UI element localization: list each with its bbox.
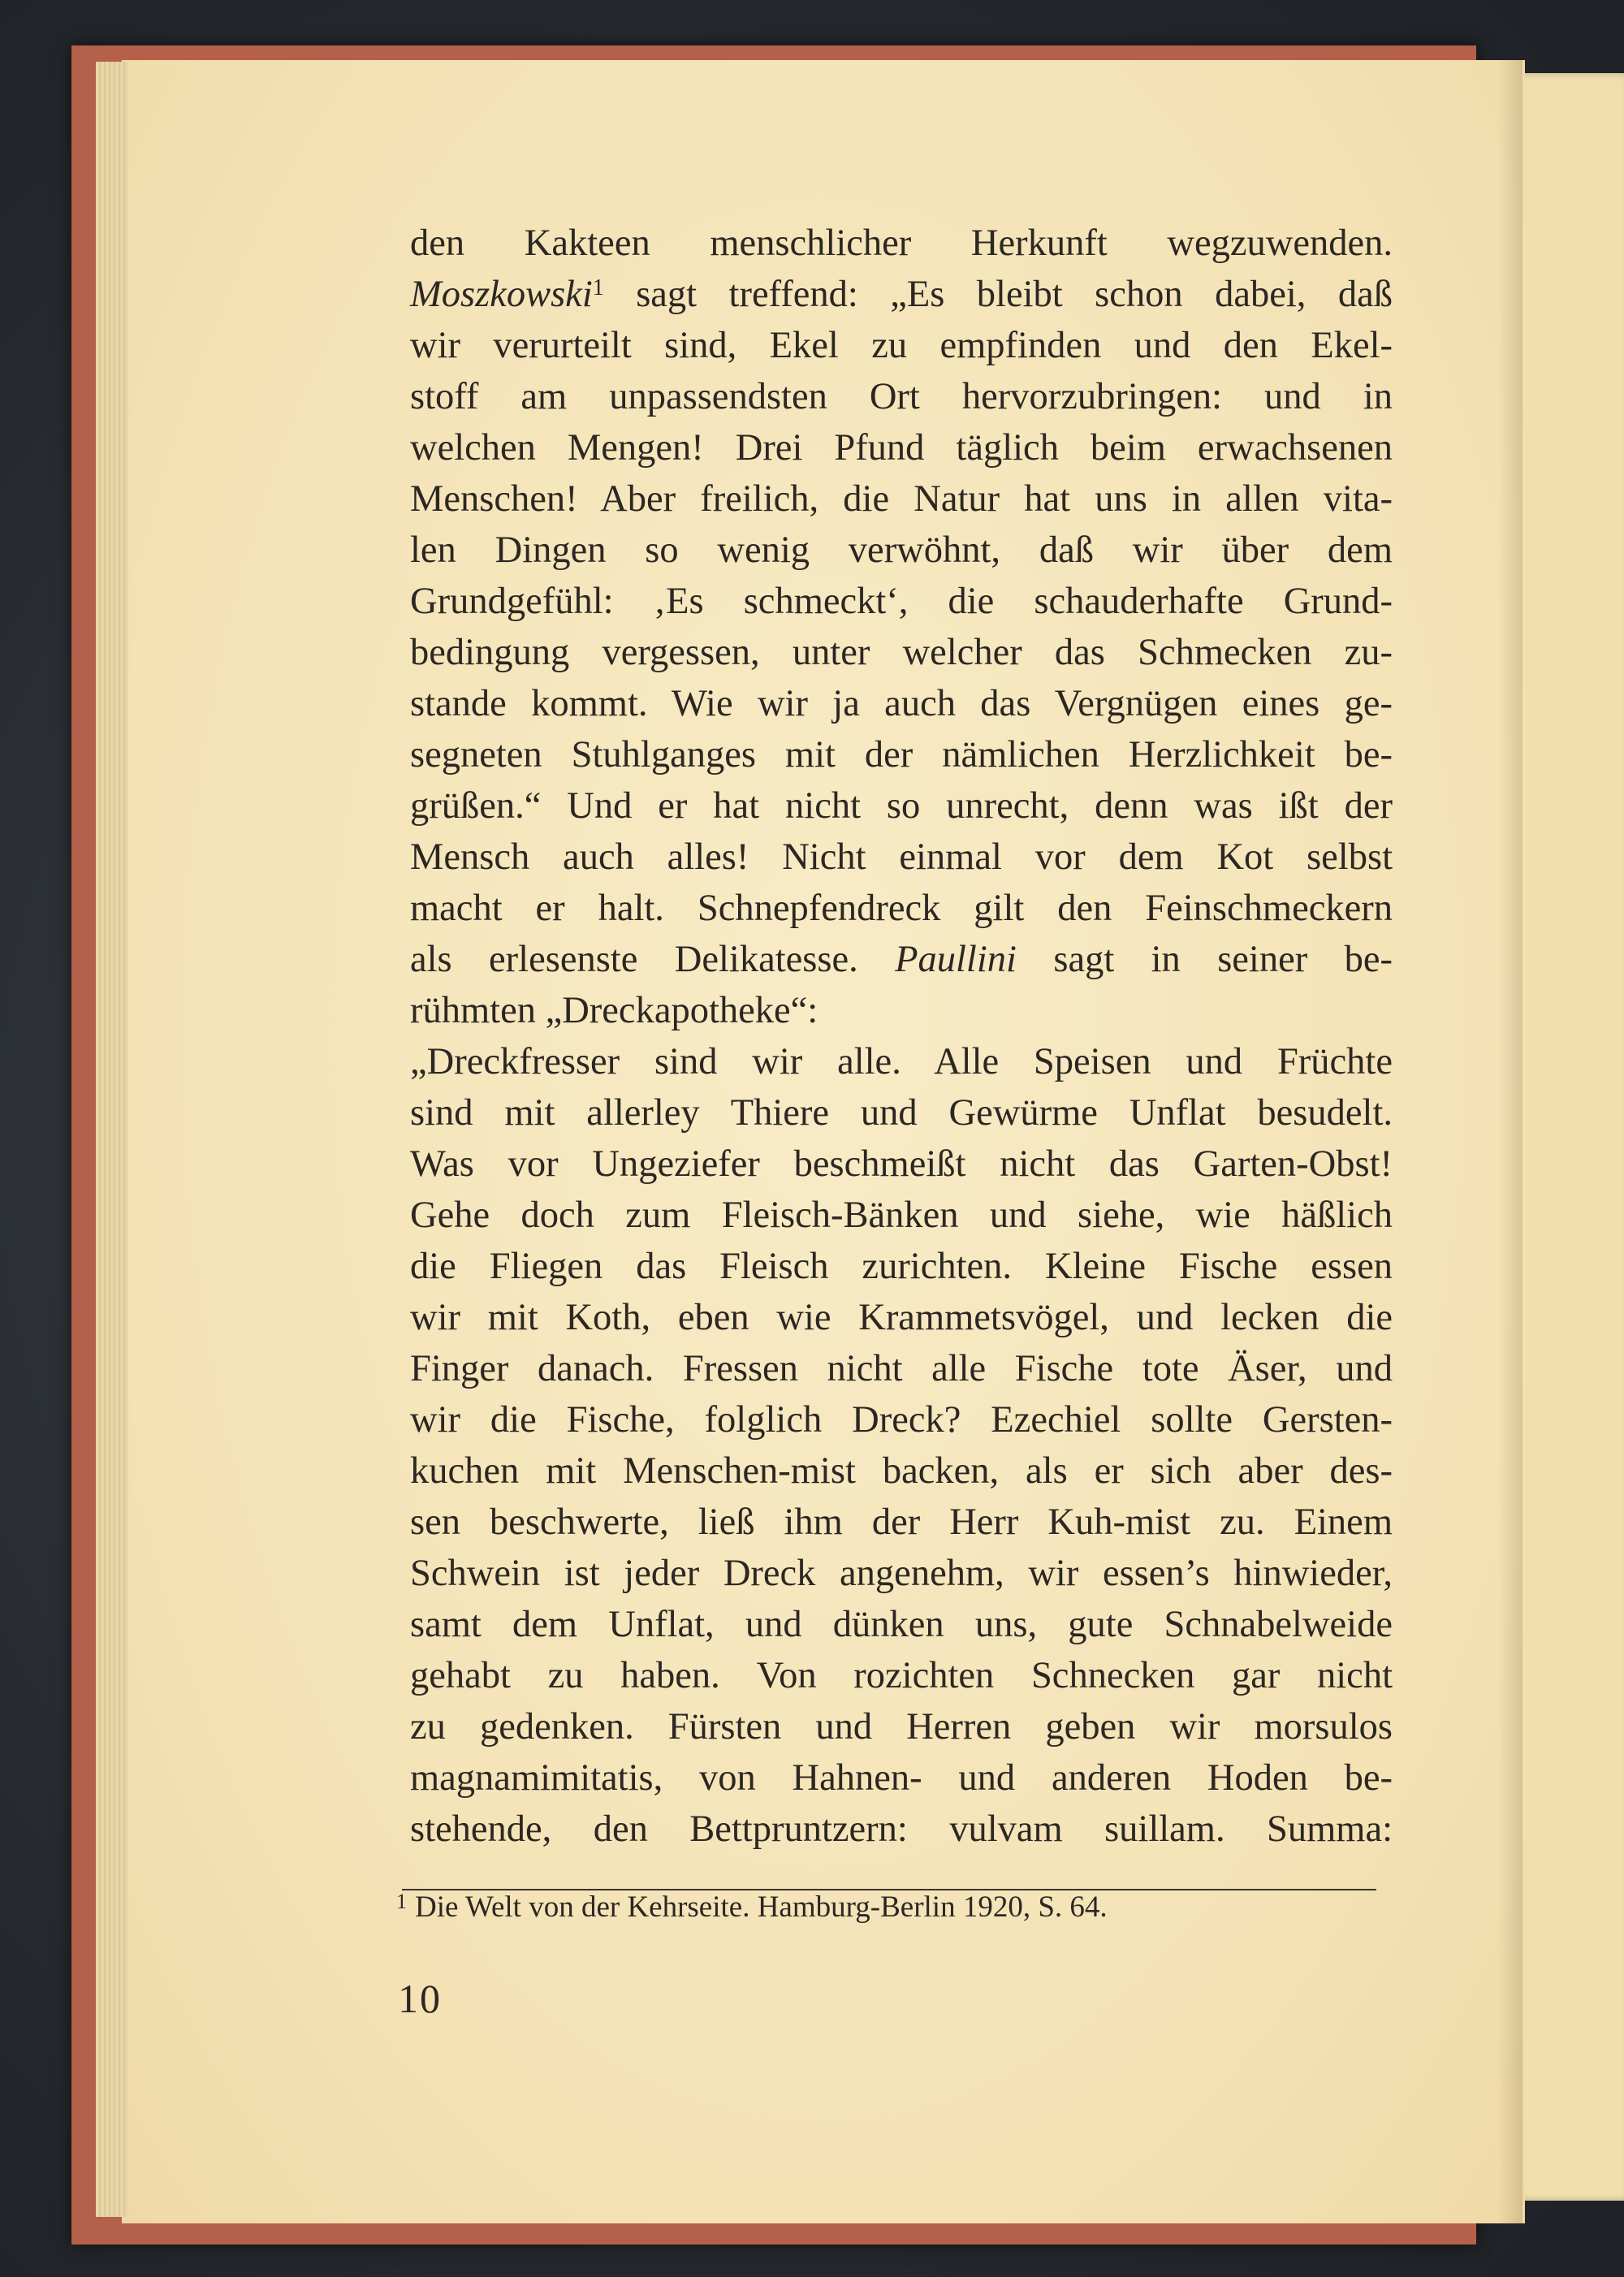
text-line: den Kakteen menschlicher Herkunft wegzuwenden. bbox=[410, 223, 1393, 264]
text-line: welchen Mengen! Drei Pfund täglich beim erwachsenen bbox=[410, 427, 1393, 469]
text-line: bedingung vergessen, unter welcher das Schmecken zu- bbox=[410, 632, 1393, 673]
text-line: grüßen.“ Und er hat nicht so unrecht, denn was ißt der bbox=[410, 785, 1393, 827]
page-gutter-shadow bbox=[1498, 60, 1522, 2223]
footnote-text: Die Welt von der Kehrseite. Hamburg-Berlin 1920, S. 64. bbox=[415, 1890, 1108, 1924]
text-line: magnamimitatis, von Hahnen- und anderen Hoden be- bbox=[410, 1757, 1393, 1799]
text-line: sind mit allerley Thiere und Gewürme Unflat besudelt. bbox=[410, 1092, 1393, 1134]
text-line: stande kommt. Wie wir ja auch das Vergnügen eines ge- bbox=[410, 683, 1393, 724]
text-line: samt dem Unflat, und dünken uns, gute Schnabelweide bbox=[410, 1604, 1393, 1645]
text-line: als erlesenste Delikatesse. Paullini sagt in seiner be- bbox=[410, 939, 1393, 980]
text-line: segneten Stuhlganges mit der nämlichen Herzlichkeit be- bbox=[410, 734, 1393, 776]
footnote bbox=[396, 1887, 1387, 1930]
text-line: gehabt zu haben. Von rozichten Schnecken gar nicht bbox=[410, 1655, 1393, 1696]
text-line: wir die Fische, folglich Dreck? Ezechiel sollte Gersten- bbox=[410, 1399, 1393, 1441]
text-line: Mensch auch alles! Nicht einmal vor dem Kot selbst bbox=[410, 836, 1393, 878]
text-line: rühmten „Dreckapotheke“: bbox=[410, 990, 818, 1031]
text-line: Gehe doch zum Fleisch-Bänken und siehe, wie häßlich bbox=[410, 1195, 1393, 1236]
body-text bbox=[410, 218, 1393, 1855]
text-line: Menschen! Aber freilich, die Natur hat uns in allen vita- bbox=[410, 478, 1393, 520]
footnote-reference: 1 bbox=[592, 275, 604, 300]
text-line: Moszkowski$^1$ sagt treffend: „Es bleibt schon dabei, daß bbox=[410, 274, 1393, 315]
text-line: zu gedenken. Fürsten und Herren geben wir morsulos bbox=[410, 1706, 1393, 1748]
text-line: macht er halt. Schnepfendreck gilt den Feinschmeckern bbox=[410, 888, 1393, 929]
text-line: Grundgefühl: ‚Es schmeckt‘, die schauderhafte Grund- bbox=[410, 581, 1393, 622]
text-line: wir verurteilt sind, Ekel zu empfinden und den Ekel- bbox=[410, 325, 1393, 366]
author-name: Moszkowski bbox=[410, 274, 593, 315]
footnote-marker: 1 bbox=[396, 1890, 407, 1913]
text-line: stoff am unpassendsten Ort hervorzubringen: und in bbox=[410, 376, 1393, 417]
text-line: kuchen mit Menschen-mist backen, als er sich aber des- bbox=[410, 1450, 1393, 1492]
text-line: sen beschwerte, ließ ihm der Herr Kuh-mist zu. Einem bbox=[410, 1501, 1393, 1543]
text-line: Was vor Ungeziefer beschmeißt nicht das Garten-Obst! bbox=[410, 1143, 1393, 1185]
text-line: stehende, den Bettpruntzern: vulvam suillam. Summa: bbox=[410, 1808, 1393, 1850]
text-line: len Dingen so wenig verwöhnt, daß wir über dem bbox=[410, 529, 1393, 571]
text-line: wir mit Koth, eben wie Krammetsvögel, und lecken die bbox=[410, 1297, 1393, 1338]
page-number: 10 bbox=[398, 1976, 442, 2021]
text-line: Schwein ist jeder Dreck angenehm, wir essen’s hinwieder, bbox=[410, 1553, 1393, 1594]
text-line: „Dreckfresser sind wir alle. Alle Speisen und Früchte bbox=[410, 1041, 1393, 1082]
text-line: Finger danach. Fressen nicht alle Fische tote Äser, und bbox=[410, 1348, 1393, 1389]
text-line: die Fliegen das Fleisch zurichten. Kleine Fische essen bbox=[410, 1246, 1393, 1287]
page-edges bbox=[96, 62, 128, 2217]
author-name: Paullini bbox=[895, 939, 1017, 980]
